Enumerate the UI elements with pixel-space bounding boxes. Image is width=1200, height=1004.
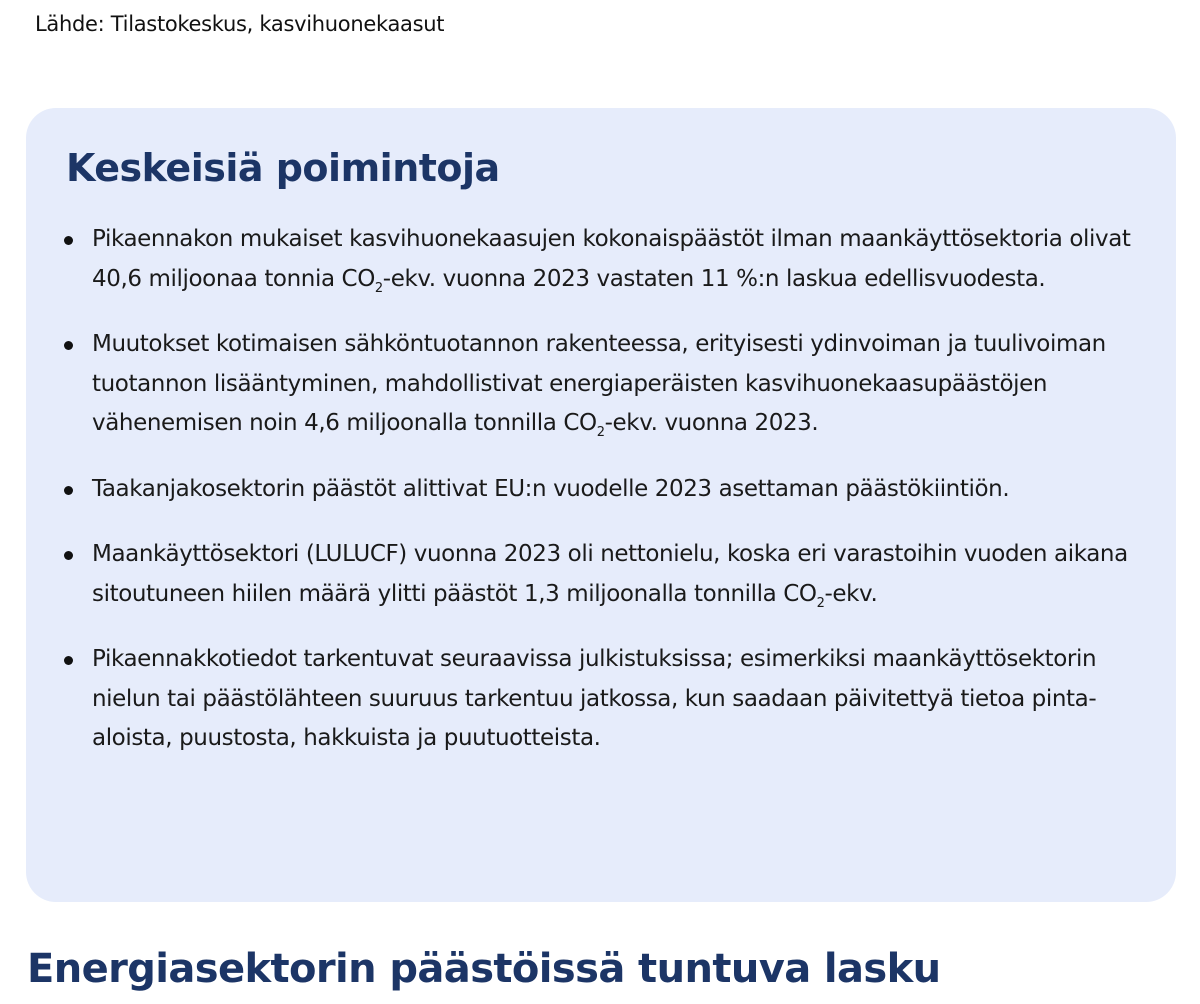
list-item: Pikaennakon mukaiset kasvihuonekaasujen kokonaispäästöt ilman maankäyttösektoria olivat 40,6 miljoonaa tonnia $CO_2$-ekv. vuonna 2023 vastaten 11 %:n laskua edellisvuodesta.	[64, 220, 1154, 299]
bullet-icon	[64, 486, 73, 495]
source-caption: Lähde: Tilastokeskus, kasvihuonekaasut	[35, 12, 445, 36]
list-item: Pikaennakkotiedot tarkentuvat seuraavissa julkistuksissa; esimerkiksi maankäyttösektorin nielun tai päästölähteen suuruus tarkentuu jatkossa, kun saadaan päivitettyä tietoa pinta-aloista, puustosta, hakkuista ja puutuotteista.	[64, 640, 1154, 759]
bullet-icon	[64, 656, 73, 665]
highlights-title: Keskeisiä poimintoja	[66, 146, 500, 190]
list-item: Taakanjakosektorin päästöt alittivat EU:n vuodelle 2023 asettaman päästökiintiön.	[64, 470, 1154, 510]
subscript: 2	[374, 280, 383, 296]
bullet-icon	[64, 341, 73, 350]
highlights-list	[64, 220, 1154, 785]
list-item: Muutokset kotimaisen sähköntuotannon rakenteessa, erityisesti ydinvoiman ja tuulivoiman tuotannon lisääntyminen, mahdollistivat energiaperäisten kasvihuonekaasupäästöjen vähenemisen noin 4,6 miljoonalla tonnilla $CO_2$-ekv. vuonna 2023.	[64, 325, 1154, 444]
list-item: Maankäyttösektori (LULUCF) vuonna 2023 oli nettonielu, koska eri varastoihin vuoden aikana sitoutuneen hiilen määrä ylitti päästöt 1,3 miljoonalla tonnilla $CO_2$-ekv.	[64, 535, 1154, 614]
bullet-icon	[64, 551, 73, 560]
highlights-box	[26, 108, 1176, 902]
section-heading: Energiasektorin päästöissä tuntuva lasku	[27, 946, 941, 992]
bullet-icon	[64, 236, 73, 245]
subscript: 2	[596, 425, 605, 440]
subscript: 2	[816, 595, 825, 611]
